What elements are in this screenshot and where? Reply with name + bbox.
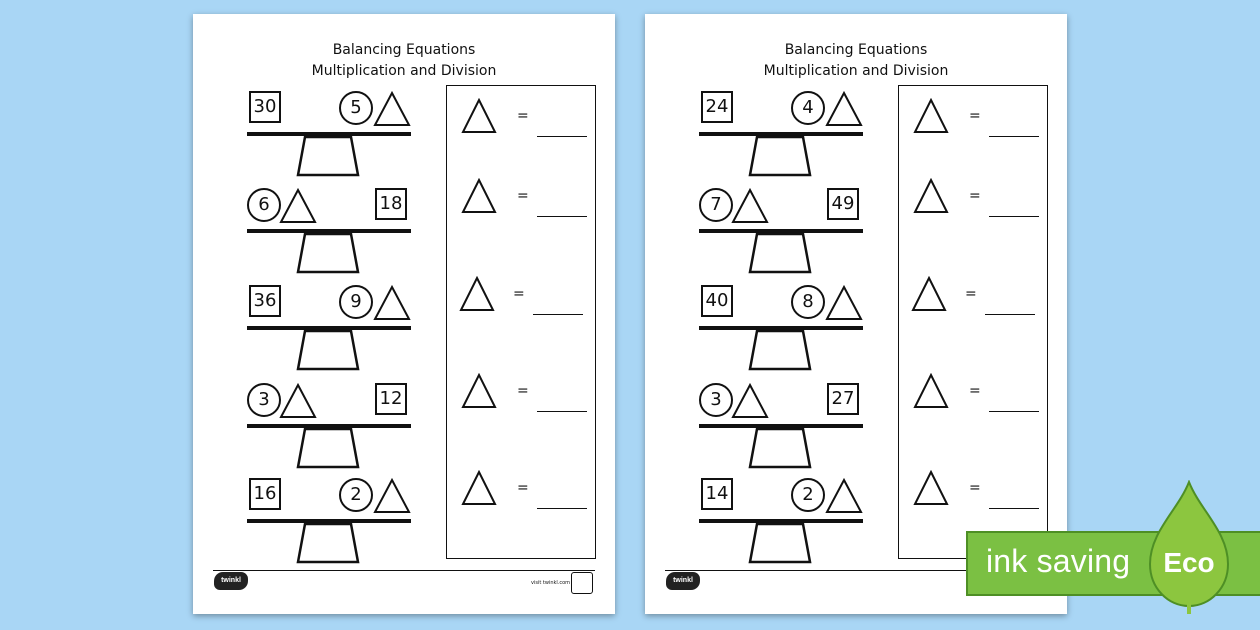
balance-problem [247, 383, 411, 469]
twinkl-logo: twinkl [666, 572, 700, 590]
ink-saving-label: ink saving [986, 543, 1131, 579]
worksheet-page-2 [645, 14, 1067, 614]
answer-panel [898, 85, 1048, 559]
fulcrum-icon [296, 135, 360, 177]
answer-row [447, 373, 595, 419]
number-box: 24 [701, 91, 733, 123]
triangle-icon [913, 470, 949, 506]
fulcrum-icon [296, 232, 360, 274]
answer-line[interactable] [989, 136, 1039, 137]
number-box: 27 [827, 383, 859, 415]
equals-sign: = [517, 480, 529, 496]
answer-row [447, 98, 595, 144]
triangle-icon [825, 285, 863, 321]
equals-sign: = [969, 188, 981, 204]
equals-sign: = [965, 286, 977, 302]
balance-problem [247, 188, 411, 274]
balance-problem [699, 478, 863, 564]
worksheet-page-1 [193, 14, 615, 614]
answer-line[interactable] [537, 216, 587, 217]
balance-problem [699, 285, 863, 371]
number-box: 12 [375, 383, 407, 415]
number-circle: 5 [339, 91, 373, 125]
triangle-icon [825, 91, 863, 127]
answer-line[interactable] [533, 314, 583, 315]
fulcrum-icon [748, 522, 812, 564]
answer-panel [446, 85, 596, 559]
fulcrum-icon [748, 329, 812, 371]
answer-line[interactable] [537, 508, 587, 509]
number-box: 16 [249, 478, 281, 510]
answer-row [447, 470, 595, 516]
balance-problem [247, 91, 411, 177]
page-title: Balancing Equations Multiplication and Division [763, 42, 949, 79]
triangle-icon [913, 373, 949, 409]
triangle-icon [373, 91, 411, 127]
triangle-icon [825, 478, 863, 514]
eco-label: Eco [1163, 547, 1215, 578]
triangle-icon [461, 98, 497, 134]
equals-sign: = [969, 108, 981, 124]
answer-row [899, 373, 1047, 419]
number-circle: 3 [247, 383, 281, 417]
number-circle: 8 [791, 285, 825, 319]
number-box: 18 [375, 188, 407, 220]
answer-line[interactable] [989, 411, 1039, 412]
fulcrum-icon [296, 329, 360, 371]
number-circle: 7 [699, 188, 733, 222]
answer-line[interactable] [985, 314, 1035, 315]
number-circle: 2 [339, 478, 373, 512]
triangle-icon [731, 188, 769, 224]
triangle-icon [279, 383, 317, 419]
fulcrum-icon [296, 427, 360, 469]
fulcrum-icon [748, 135, 812, 177]
number-circle: 4 [791, 91, 825, 125]
twinkl-logo: twinkl [214, 572, 248, 590]
triangle-icon [913, 98, 949, 134]
number-circle: 3 [699, 383, 733, 417]
balance-problem [247, 285, 411, 371]
answer-row [447, 276, 595, 322]
triangle-icon [461, 470, 497, 506]
number-box: 30 [249, 91, 281, 123]
footer-divider [213, 570, 595, 571]
visit-link: visit twinkl.com [531, 580, 571, 586]
answer-row [447, 178, 595, 224]
equals-sign: = [969, 383, 981, 399]
answer-row [899, 470, 1047, 516]
fulcrum-icon [296, 522, 360, 564]
number-box: 14 [701, 478, 733, 510]
equals-sign: = [513, 286, 525, 302]
equals-sign: = [517, 188, 529, 204]
balance-problem [699, 383, 863, 469]
triangle-icon [913, 178, 949, 214]
quality-badge-icon [571, 572, 593, 594]
equals-sign: = [517, 108, 529, 124]
triangle-icon [911, 276, 947, 312]
triangle-icon [731, 383, 769, 419]
triangle-icon [461, 373, 497, 409]
equals-sign: = [969, 480, 981, 496]
triangle-icon [373, 478, 411, 514]
number-box: 36 [249, 285, 281, 317]
answer-row [899, 276, 1047, 322]
triangle-icon [373, 285, 411, 321]
answer-row [899, 98, 1047, 144]
number-box: 49 [827, 188, 859, 220]
answer-line[interactable] [989, 508, 1039, 509]
triangle-icon [459, 276, 495, 312]
fulcrum-icon [748, 427, 812, 469]
equals-sign: = [517, 383, 529, 399]
triangle-icon [461, 178, 497, 214]
answer-line[interactable] [989, 216, 1039, 217]
number-box: 40 [701, 285, 733, 317]
answer-line[interactable] [537, 136, 587, 137]
fulcrum-icon [748, 232, 812, 274]
page-title: Balancing Equations Multiplication and Division [311, 42, 497, 79]
balance-problem [247, 478, 411, 564]
number-circle: 9 [339, 285, 373, 319]
answer-line[interactable] [537, 411, 587, 412]
triangle-icon [279, 188, 317, 224]
answer-row [899, 178, 1047, 224]
eco-leaf-icon [1148, 480, 1230, 616]
number-circle: 6 [247, 188, 281, 222]
balance-problem [699, 188, 863, 274]
number-circle: 2 [791, 478, 825, 512]
balance-problem [699, 91, 863, 177]
